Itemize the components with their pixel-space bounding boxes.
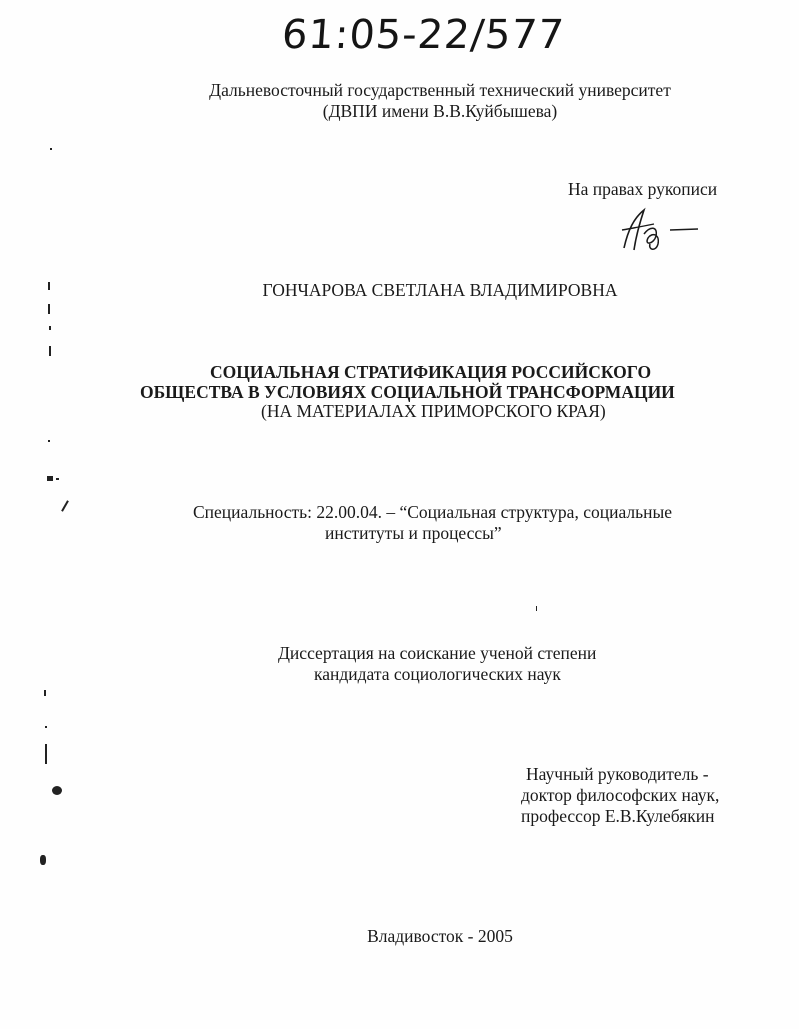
specialty-line-1: Специальность: 22.00.04. – “Социальная структура, социальные bbox=[193, 502, 672, 522]
scan-speck bbox=[40, 855, 46, 865]
title-line-1: СОЦИАЛЬНАЯ СТРАТИФИКАЦИЯ РОССИЙСКОГО bbox=[210, 362, 652, 382]
scan-speck bbox=[44, 690, 46, 696]
title-line-2: ОБЩЕСТВА В УСЛОВИЯХ СОЦИАЛЬНОЙ ТРАНСФОРМАЦИИ bbox=[140, 382, 675, 402]
scan-speck bbox=[61, 500, 69, 511]
supervisor-line-3: профессор Е.В.Кулебякин bbox=[521, 806, 715, 826]
rights-note: На правах рукописи bbox=[568, 179, 718, 199]
handwritten-code: 61:05-22/577 bbox=[280, 12, 567, 58]
supervisor-line-1: Научный руководитель - bbox=[526, 764, 709, 784]
scan-speck bbox=[48, 440, 50, 442]
supervisor-line-2: доктор философских наук, bbox=[521, 785, 720, 805]
scan-speck bbox=[56, 478, 59, 480]
scan-speck bbox=[47, 476, 53, 481]
scan-speck bbox=[49, 326, 51, 330]
scan-speck bbox=[50, 148, 52, 150]
author-name: ГОНЧАРОВА СВЕТЛАНА ВЛАДИМИРОВНА bbox=[262, 280, 618, 300]
scan-speck bbox=[52, 786, 62, 795]
scan-speck bbox=[536, 606, 537, 611]
signature-image bbox=[614, 200, 704, 260]
dissertation-line-2: кандидата социологических наук bbox=[314, 664, 561, 684]
specialty-line-2: институты и процессы” bbox=[325, 523, 502, 543]
university-name: Дальневосточный государственный технический университет bbox=[209, 80, 671, 100]
title-subtitle: (НА МАТЕРИАЛАХ ПРИМОРСКОГО КРАЯ) bbox=[261, 401, 606, 421]
scan-speck bbox=[49, 346, 51, 356]
scan-speck bbox=[45, 726, 47, 728]
dissertation-line-1: Диссертация на соискание ученой степени bbox=[278, 643, 597, 663]
city-year: Владивосток - 2005 bbox=[367, 926, 513, 946]
scan-speck bbox=[45, 744, 47, 764]
scan-speck bbox=[48, 282, 50, 290]
scan-speck bbox=[48, 304, 50, 314]
university-abbr: (ДВПИ имени В.В.Куйбышева) bbox=[322, 101, 558, 121]
